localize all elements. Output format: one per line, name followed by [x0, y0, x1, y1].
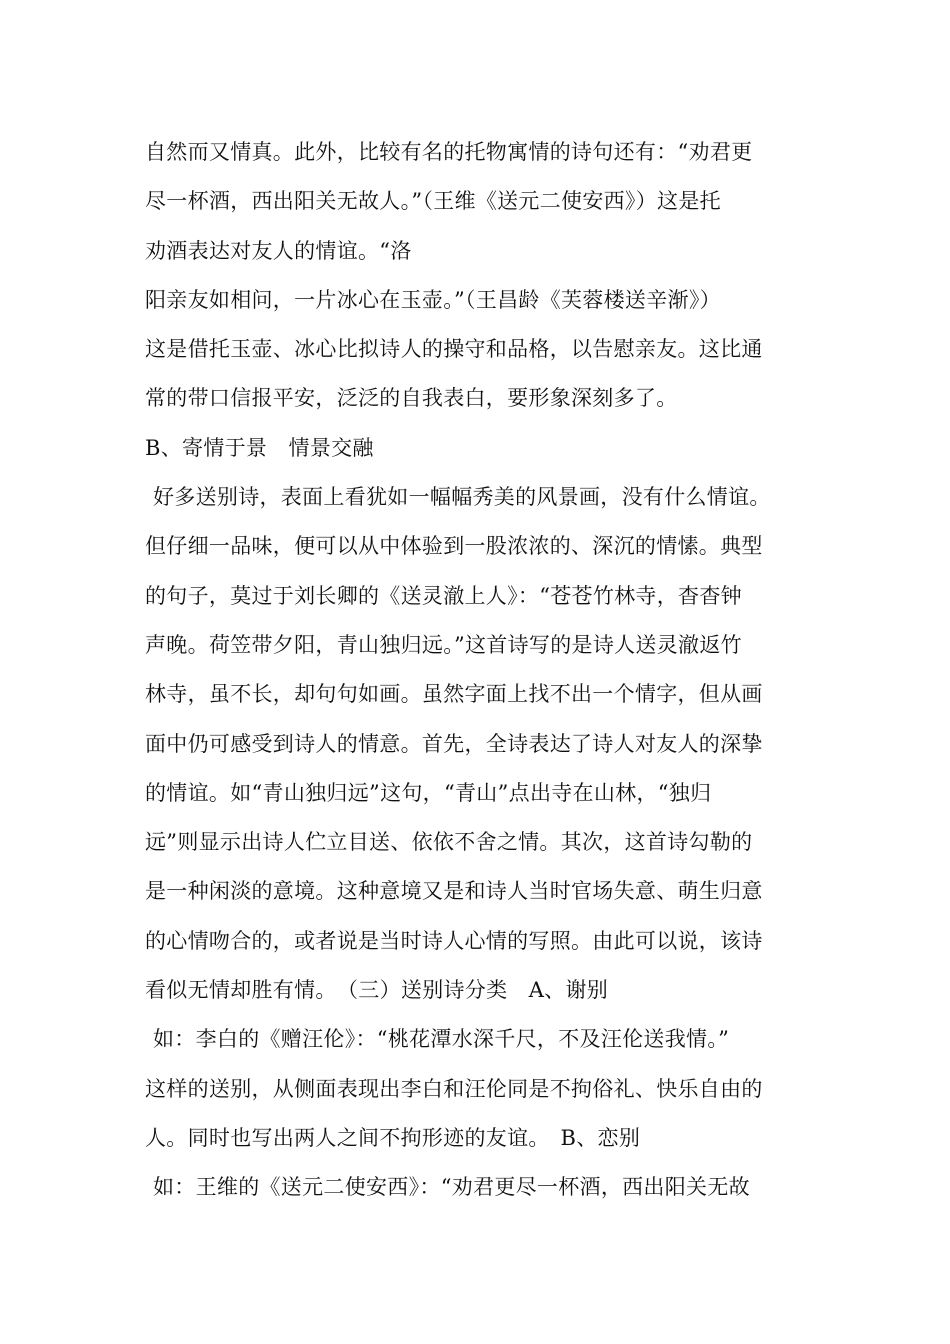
text-line-17: 的心情吻合的，或者说是当时诗人心情的写照。由此可以说，该诗 — [145, 928, 763, 953]
text-line-3: 劝酒表达对友人的情谊。“洛 — [145, 238, 412, 263]
text-line-2: 尽一杯酒，西出阳关无故人。”（王维《送元二使安西》）这是托 — [145, 189, 721, 214]
text-line-16: 是一种闲淡的意境。这种意境又是和诗人当时官场失意、萌生归意 — [145, 879, 763, 904]
text-line-14: 的情谊。如“青山独归远”这句，“青山”点出寺在山林，“独归 — [145, 780, 712, 805]
text-line-20: 这样的送别，从侧面表现出李白和汪伦同是不拘俗礼、快乐自由的 — [145, 1076, 763, 1101]
section-heading-b: B、寄情于景 情景交融 — [145, 435, 374, 460]
text-line-5: 这是借托玉壶、冰心比拟诗人的操守和品格，以告慰亲友。这比通 — [145, 337, 763, 362]
text-line-21: 人。同时也写出两人之间不拘形迹的友谊。 B、恋别 — [145, 1125, 641, 1150]
text-line-10: 的句子，莫过于刘长卿的《送灵澈上人》：“苍苍竹林寺，杳杳钟 — [145, 583, 742, 608]
text-line-4: 阳亲友如相问，一片冰心在玉壶。”（王昌龄《芙蓉楼送辛渐》） — [145, 287, 721, 312]
text-line-11: 声晚。荷笠带夕阳，青山独归远。”这首诗写的是诗人送灵澈返竹 — [145, 632, 742, 657]
text-line-22: 如：王维的《送元二使安西》：“劝君更尽一杯酒，西出阳关无故 — [153, 1175, 750, 1200]
text-line-6: 常的带口信报平安，泛泛的自我表白，要形象深刻多了。 — [145, 386, 678, 411]
text-line-12: 林寺，虽不长，却句句如画。虽然字面上找不出一个情字，但从画 — [145, 682, 763, 707]
text-line-19: 如：李白的《赠汪伦》：“桃花潭水深千尺，不及汪伦送我情。” — [153, 1027, 730, 1052]
text-line-15: 远”则显示出诗人伫立目送、依依不舍之情。其次，这首诗勾勒的 — [145, 830, 753, 855]
text-line-18: 看似无情却胜有情。 （三）送别诗分类 A、谢别 — [145, 978, 609, 1003]
text-line-13: 面中仍可感受到诗人的情意。首先，全诗表达了诗人对友人的深挚 — [145, 731, 763, 756]
text-line-8: 好多送别诗，表面上看犹如一幅幅秀美的风景画，没有什么情谊。 — [153, 485, 771, 510]
text-line-9: 但仔细一品味，便可以从中体验到一股浓浓的、深沉的情愫。典型 — [145, 534, 763, 559]
text-line-1: 自然而又情真。此外，比较有名的托物寓情的诗句还有：“劝君更 — [145, 140, 753, 164]
body-text — [145, 128, 815, 1213]
